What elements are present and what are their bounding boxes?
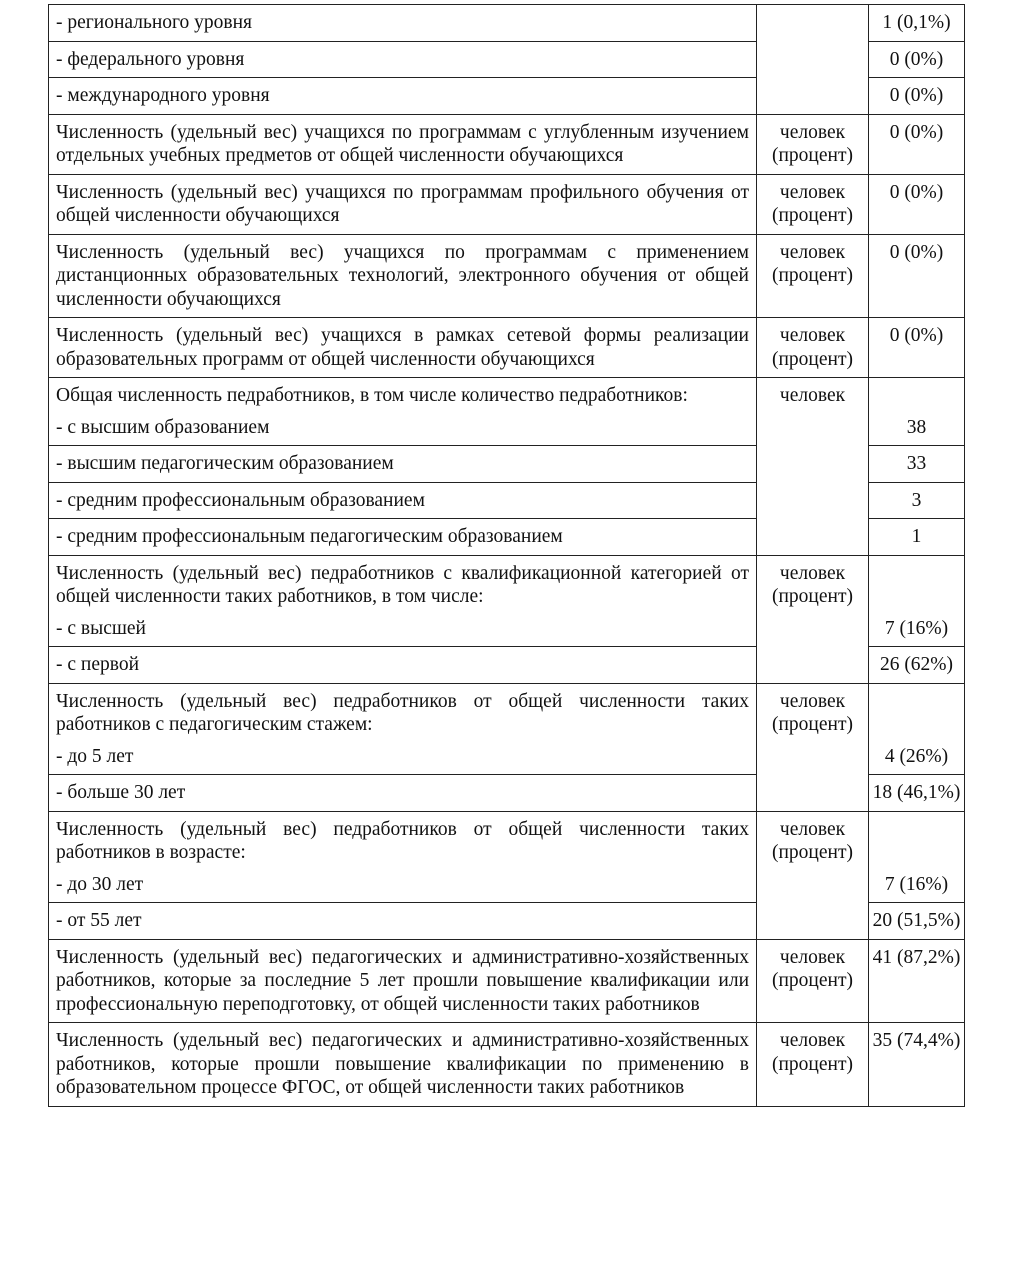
table-row xyxy=(49,174,965,234)
indicator-label: Численность (удельный вес) учащихся в рамках сетевой формы реализации образовательных программ от общей численности обучающихся xyxy=(49,318,757,378)
indicator-label: Численность (удельный вес) педагогических и административно-хозяйственных работников, которые прошли повышение квалификации по применению в образовательном процессе ФГОС, от общей численности таких работников xyxy=(49,1023,757,1107)
unit-cell: человек xyxy=(757,378,869,556)
table-row xyxy=(49,378,965,446)
unit-cell: человек (процент) xyxy=(757,174,869,234)
indicator-label: - больше 30 лет xyxy=(49,775,757,812)
value-text: 4 (26%) xyxy=(884,745,949,767)
value-cell: 26 (62%) xyxy=(869,647,965,684)
indicator-label: - федерального уровня xyxy=(49,41,757,78)
indicator-group-cell xyxy=(49,683,757,775)
unit-cell: человек (процент) xyxy=(757,318,869,378)
value-cell: 0 (0%) xyxy=(869,174,965,234)
indicator-label: - международного уровня xyxy=(49,78,757,115)
indicator-label: Численность (удельный вес) педработников с квалификационной категорией от общей численности таких работников, в том числе: xyxy=(56,562,749,607)
value-cell xyxy=(869,555,965,647)
value-cell: 0 (0%) xyxy=(869,234,965,318)
indicator-group-cell xyxy=(49,378,757,446)
value-cell xyxy=(869,683,965,775)
indicator-label: Численность (удельный вес) педагогических и административно-хозяйственных работников, которые за последние 5 лет прошли повышение квалификации или профессиональную переподготовку, от общей численности таких работников xyxy=(49,939,757,1023)
unit-cell: человек (процент) xyxy=(757,1023,869,1107)
value-cell: 0 (0%) xyxy=(869,41,965,78)
indicator-label: - с первой xyxy=(49,647,757,684)
value-cell: 1 xyxy=(869,519,965,556)
indicator-sublabel: - с высшей xyxy=(56,617,146,639)
value-cell: 1 (0,1%) xyxy=(869,5,965,42)
unit-cell: человек (процент) xyxy=(757,939,869,1023)
unit-cell: человек (процент) xyxy=(757,683,869,811)
indicator-group-cell xyxy=(49,555,757,647)
value-cell: 18 (46,1%) xyxy=(869,775,965,812)
indicator-label: Численность (удельный вес) учащихся по программам профильного обучения от общей численности обучающихся xyxy=(49,174,757,234)
value-cell xyxy=(869,811,965,903)
table-row xyxy=(49,5,965,42)
indicator-label: - средним профессиональным педагогическим образованием xyxy=(49,519,757,556)
unit-cell: человек (процент) xyxy=(757,555,869,683)
indicator-label: Численность (удельный вес) учащихся по программам с углубленным изучением отдельных учебных предметов от общей численности обучающихся xyxy=(49,114,757,174)
value-cell xyxy=(869,378,965,446)
unit-cell: человек (процент) xyxy=(757,811,869,939)
indicator-label: - регионального уровня xyxy=(49,5,757,42)
value-cell: 0 (0%) xyxy=(869,114,965,174)
indicator-label: Численность (удельный вес) педработников от общей численности таких работников с педагогическим стажем: xyxy=(56,690,749,735)
value-text: 7 (16%) xyxy=(884,873,949,895)
unit-cell: человек (процент) xyxy=(757,234,869,318)
value-cell: 0 (0%) xyxy=(869,318,965,378)
value-cell: 35 (74,4%) xyxy=(869,1023,965,1107)
value-cell: 0 (0%) xyxy=(869,78,965,115)
unit-cell xyxy=(757,5,869,115)
indicator-label: - от 55 лет xyxy=(49,903,757,940)
value-cell: 20 (51,5%) xyxy=(869,903,965,940)
table-row xyxy=(49,555,965,647)
indicators-table xyxy=(48,4,965,1107)
table-row xyxy=(49,318,965,378)
indicator-label: - высшим педагогическим образованием xyxy=(49,446,757,483)
indicator-sublabel: - до 5 лет xyxy=(56,745,134,767)
indicator-sublabel: - до 30 лет xyxy=(56,873,144,895)
value-text: 38 xyxy=(906,416,927,438)
indicator-label: Общая численность педработников, в том числе количество педработников: xyxy=(56,385,688,406)
value-text: 7 (16%) xyxy=(884,617,949,639)
table-row xyxy=(49,114,965,174)
table-row xyxy=(49,939,965,1023)
value-cell: 33 xyxy=(869,446,965,483)
table-row xyxy=(49,811,965,903)
indicator-label: Численность (удельный вес) педработников от общей численности таких работников в возрасте: xyxy=(56,818,749,863)
value-cell: 3 xyxy=(869,482,965,519)
indicator-group-cell xyxy=(49,811,757,903)
document-page xyxy=(48,4,964,1107)
table-row xyxy=(49,1023,965,1107)
table-row xyxy=(49,234,965,318)
value-cell: 41 (87,2%) xyxy=(869,939,965,1023)
table-row xyxy=(49,683,965,775)
indicator-sublabel: - с высшим образованием xyxy=(56,416,270,438)
unit-cell: человек (процент) xyxy=(757,114,869,174)
indicator-label: Численность (удельный вес) учащихся по программам с применением дистанционных образовательных технологий, электронного обучения от общей численности обучающихся xyxy=(49,234,757,318)
indicator-label: - средним профессиональным образованием xyxy=(49,482,757,519)
